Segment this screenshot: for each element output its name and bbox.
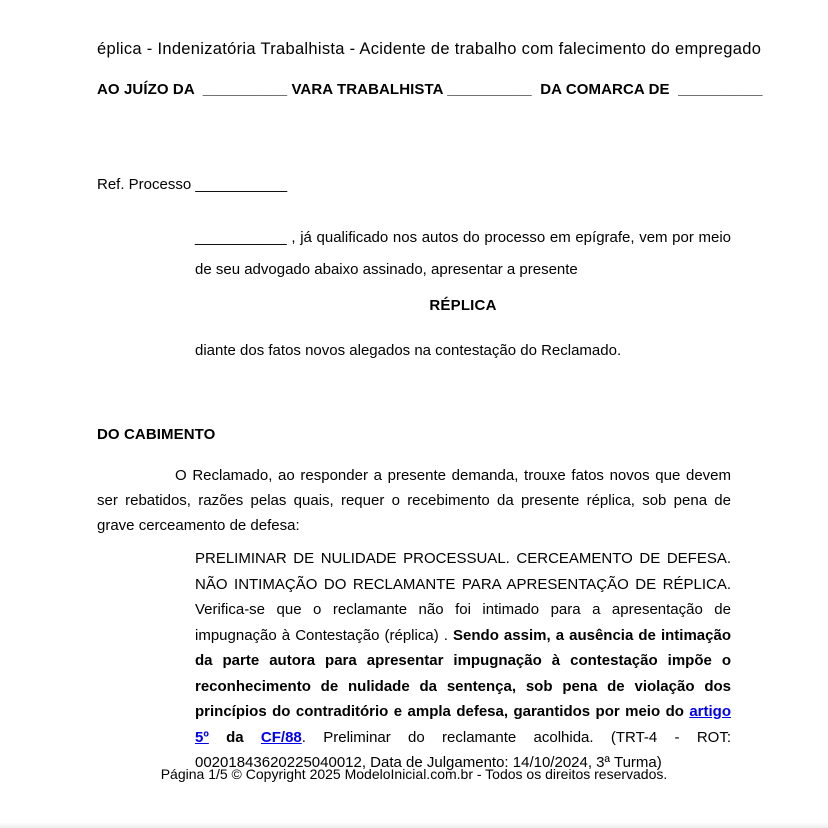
document-title: éplica - Indenizatória Trabalhista - Acidente de trabalho com falecimento do empregado bbox=[97, 40, 762, 58]
link-cf88[interactable]: CF/88 bbox=[260, 728, 302, 746]
page-footer: Página 1/5 © Copyright 2025 ModeloInicial.com.br - Todos os direitos reservados. bbox=[160, 766, 668, 782]
section-heading-do-cabimento: DO CABIMENTO bbox=[97, 426, 216, 443]
case-law-quote bbox=[195, 546, 731, 776]
replica-subline: diante dos fatos novos alegados na contestação do Reclamado. bbox=[195, 342, 622, 359]
intro-paragraph: ___________ , já qualificado nos autos do processo em epígrafe, vem por meio de seu advogado abaixo assinado, apresentar a presente bbox=[195, 229, 731, 278]
quote-text-regular-1: PRELIMINAR DE NULIDADE PROCESSUAL. CERCEAMENTO DE DEFESA. NÃO INTIMAÇÃO DO RECLAMANTE PARA APRESENTAÇÃO DE RÉPLICA. Verifica-se que o reclamante não foi intimado para a apresentação de impugnação à Contestação (réplica) . bbox=[195, 550, 731, 644]
body-paragraph: O Reclamado, ao responder a presente demanda, trouxe fatos novos que devem ser rebatidos, razões pelas quais, requer o recebimento da presente réplica, sob pena de grave cerceamento de defesa: bbox=[97, 467, 731, 534]
quote-text-regular-2: . Preliminar do reclamante acolhida. (TRT-4 - ROT: 00201843620225040012, Data de Julgamento: 14/10/2024, 3ª Turma) bbox=[195, 728, 731, 771]
quote-text-bold-2: da bbox=[208, 728, 261, 746]
process-reference-line: Ref. Processo ___________ bbox=[97, 176, 288, 193]
quote-text-bold-1: Sendo assim, a ausência de intimação da parte autora para apresentar impugnação à contestação impõe o reconhecimento de nulidade da sentença, sob pena de violação dos princípios do contraditório e ampla defesa, garantidos por meio do bbox=[195, 626, 731, 720]
court-address-line: AO JUÍZO DA __________ VARA TRABALHISTA __________ DA COMARCA DE __________ bbox=[97, 81, 763, 98]
link-artigo-5[interactable]: artigo 5º bbox=[195, 703, 731, 746]
replica-heading: RÉPLICA bbox=[429, 297, 497, 314]
